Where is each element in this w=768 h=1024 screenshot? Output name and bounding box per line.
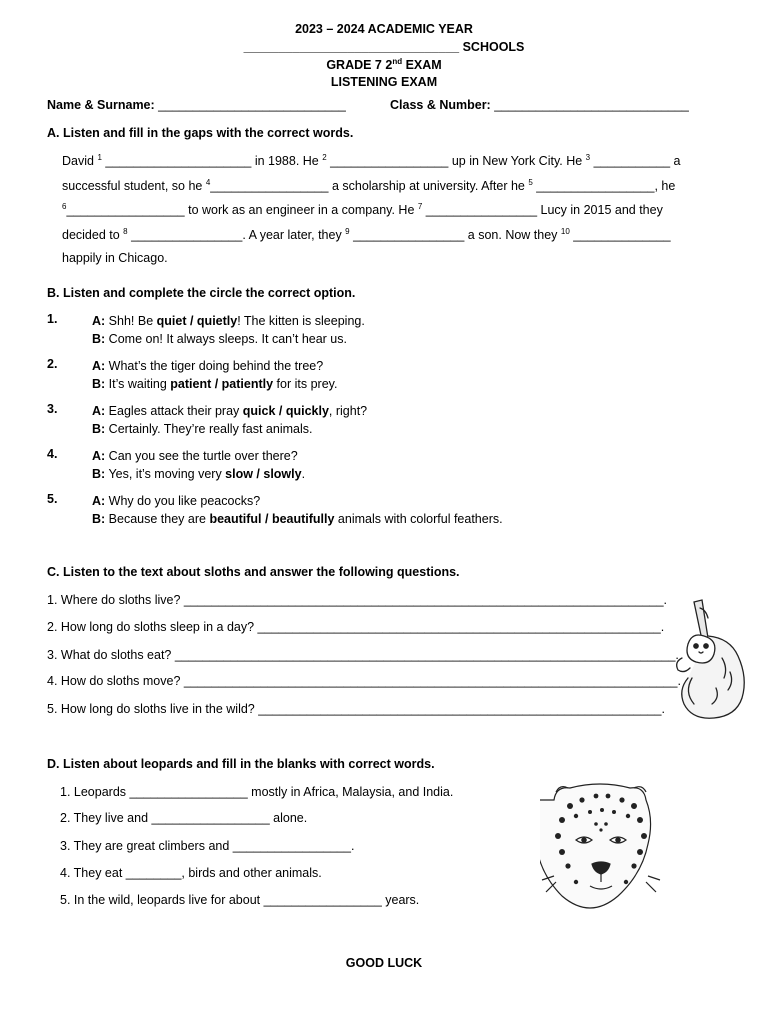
grade-title: GRADE 7 2nd EXAM [326,57,442,73]
question-number: 4. [47,447,58,461]
answer-blank[interactable]: _______________________________________________________________________. [180,674,681,688]
section-a-line-1: David $^1$ _____________________ in 1988. He $^2$ _________________ up in New York City. He $^3$ ___________ a [62,153,681,169]
leopard-item-2: 2. They live and _________________ alone. [60,811,308,825]
question-number: 3. [47,402,58,416]
sloth-question-1: 1. Where do sloths live? _____________________________________________________________________. [47,593,668,607]
dialogue-line-b: B: Certainly. They’re really fast animals. [92,422,313,436]
schools-line: _______________________________ SCHOOLS [243,40,525,54]
section-a-line-3: $^6$_________________ to work as an engineer in a company. He $^7$ ________________ Lucy in 2015 and they [62,202,663,218]
section-c-title: C. Listen to the text about sloths and answer the following questions. [47,565,460,579]
good-luck-footer: GOOD LUCK [345,956,423,970]
dialogue-line-a: A: Can you see the turtle over there? [92,449,298,463]
name-field[interactable]: Name & Surname: ___________________________ [47,98,346,112]
dialogue-item [92,402,367,438]
dialogue-line-a: A: What’s the tiger doing behind the tree? [92,359,324,373]
section-a-line-2: successful student, so he $^4$_________________ a scholarship at university. After he $^5$ _________________, he [62,178,676,194]
leopard-item-5: 5. In the wild, leopards live for about _________________ years. [60,893,420,907]
question-number: 1. [47,312,58,326]
dialogue-item [92,447,305,483]
dialogue-line-b: B: It’s waiting patient / patiently for its prey. [92,377,338,391]
dialogue-line-b: B: Come on! It always sleeps. It can’t hear us. [92,332,347,346]
sloth-question-4: 4. How do sloths move? _______________________________________________________________________. [47,674,681,688]
dialogue-line-b: B: Yes, it’s moving very slow / slowly. [92,467,306,481]
section-a-title: A. Listen and fill in the gaps with the correct words. [47,126,354,140]
answer-blank[interactable]: __________________________________________________________. [254,620,665,634]
question-number: 2. [47,357,58,371]
answer-blank[interactable]: ________________________________________________________________________. [171,648,679,662]
leopard-illustration [540,782,662,912]
option-choice[interactable]: quiet / quietly [156,314,238,328]
leopard-item-4: 4. They eat ________, birds and other animals. [60,866,322,880]
sloth-question-2: 2. How long do sloths sleep in a day? __________________________________________________________. [47,620,665,634]
dialogue-item [92,492,503,528]
section-a-line-5: happily in Chicago. [62,251,168,265]
answer-blank[interactable]: __________________________________________________________. [254,702,665,716]
option-choice[interactable]: slow / slowly [225,467,302,481]
section-a-line-4: decided to $^8$ ________________. A year later, they $^9$ ________________ a son. Now they $^{10}$ ______________ [62,227,671,243]
dialogue-line-a: A: Eagles attack their pray quick / quickly, right? [92,404,368,418]
exam-title: LISTENING EXAM [330,75,438,89]
dialogue-line-b: B: Because they are beautiful / beautifully animals with colorful feathers. [92,512,503,526]
academic-year: 2023 – 2024 ACADEMIC YEAR [295,22,473,36]
sloth-illustration [672,598,756,722]
leopard-item-1: 1. Leopards _________________ mostly in Africa, Malaysia, and India. [60,785,454,799]
option-choice[interactable]: patient / patiently [170,377,274,391]
dialogue-line-a: A: Why do you like peacocks? [92,494,261,508]
section-b-title: B. Listen and complete the circle the correct option. [47,286,356,300]
dialogue-item [92,312,365,348]
sloth-question-5: 5. How long do sloths live in the wild? __________________________________________________________. [47,702,665,716]
dialogue-line-a: A: Shh! Be quiet / quietly! The kitten is sleeping. [92,314,365,328]
class-field[interactable]: Class & Number: ____________________________ [390,98,689,112]
sloth-question-3: 3. What do sloths eat? ________________________________________________________________________. [47,648,679,662]
question-number: 5. [47,492,58,506]
answer-blank[interactable]: _____________________________________________________________________. [180,593,668,607]
leopard-item-3: 3. They are great climbers and _________________. [60,839,355,853]
section-d-title: D. Listen about leopards and fill in the blanks with correct words. [47,757,435,771]
option-choice[interactable]: beautiful / beautifully [209,512,335,526]
dialogue-item [92,357,337,393]
option-choice[interactable]: quick / quickly [242,404,329,418]
